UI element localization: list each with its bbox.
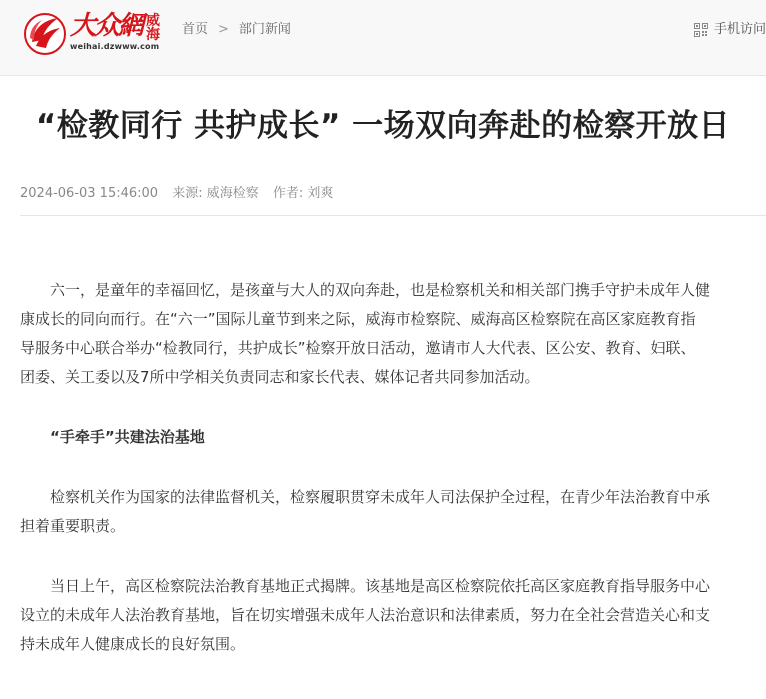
article-source: 来源: 威海检察 [172, 186, 259, 201]
breadcrumb [182, 21, 291, 39]
breadcrumb-home-link[interactable]: 首页 [182, 22, 209, 37]
mobile-access-link[interactable] [694, 21, 766, 39]
article-body [20, 276, 710, 690]
breadcrumb-section-link[interactable]: 部门新闻 [238, 22, 291, 37]
publish-datetime: 2024-06-03 15:46:00 [20, 186, 159, 201]
logo-city: 威海 [146, 13, 160, 43]
site-header [0, 0, 766, 76]
flame-logo-icon [22, 10, 68, 56]
article-paragraph: 六一，是童年的幸福回忆，是孩童与大人的双向奔赴，也是检察机关和相关部门携手守护未成年人健康成长的同向而行。在“六一”国际儿童节到来之际，威海市检察院、威海高区检察院在高区家庭教育指导服务中心联合举办“检教同行，共护成长”检察开放日活动，邀请市人大代表、区公安、教育、妇联、团委、关工委以及7所中学相关负责同志和家长代表、媒体记者共同参加活动。 [20, 281, 711, 386]
article-subheading: “手牵手”共建法治基地 [50, 428, 205, 446]
logo-domain: weihai.dzwww.com [70, 42, 160, 51]
article-author: 作者: 刘爽 [272, 186, 334, 201]
article-meta [20, 185, 343, 203]
mobile-access-label: 手机访问 [714, 22, 766, 37]
site-logo[interactable] [22, 8, 172, 58]
breadcrumb-separator: > [218, 22, 229, 37]
article-paragraph: 当日上午，高区检察院法治教育基地正式揭牌。该基地是高区检察院依托高区家庭教育指导服务中心设立的未成年人法治教育基地，旨在切实增强未成年人法治意识和法律素质，努力在全社会营造关心和支持未成年人健康成长的良好氛围。 [20, 577, 711, 653]
qr-code-icon [694, 23, 708, 37]
logo-wordmark: 大众網 [70, 11, 143, 41]
article-paragraph: 检察机关作为国家的法律监督机关，检察履职贯穿未成年人司法保护全过程，在青少年法治教育中承担着重要职责。 [20, 488, 711, 535]
meta-divider [20, 215, 766, 216]
article-title: “检教同行 共护成长” 一场双向奔赴的检察开放日 [35, 108, 731, 144]
